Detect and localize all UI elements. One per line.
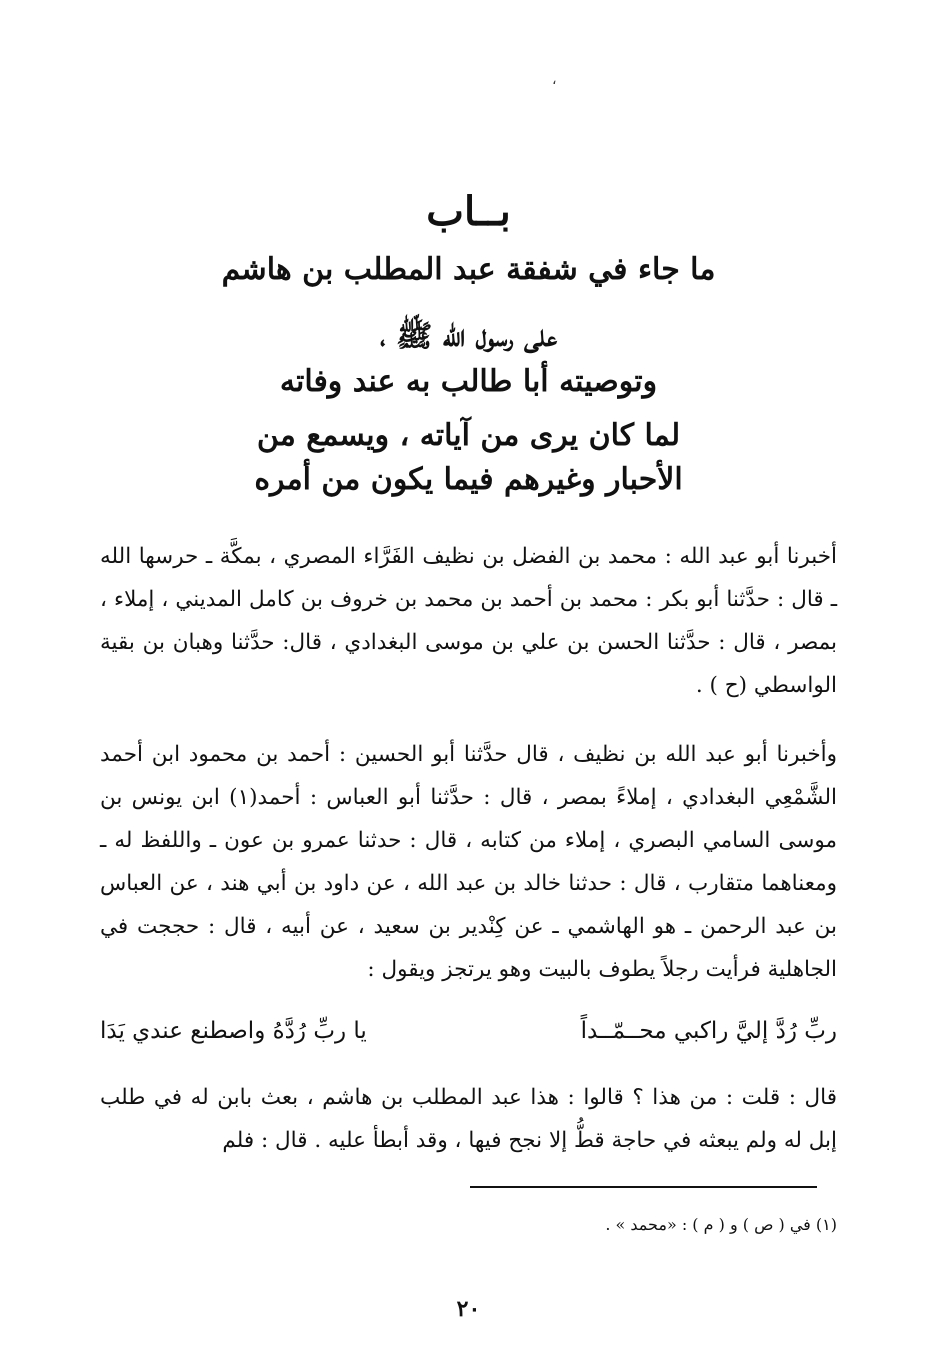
ink-speck: ،	[552, 72, 557, 88]
paragraph-2: وأخبرنا أبو عبد الله بن نظيف ، قال حدَّثنا أبو الحسين : أحمد بن محمود ابن أحمد الشَّمْعِي البغدادي ، إملاءً بمصر ، قال : حدَّثنا أبو العباس : أحمد(١) ابن يونس بن موسى السامي البصري ، إملاء من كتابه ، قال : حدثنا عمرو بن عون ـ واللفظ له ـ ومعناهما متقارب ، قال : حدثنا خالد بن عبد الله ، عن داود بن أبي هند ، عن العباس بن عبد الرحمن ـ هو الهاشمي ـ عن كِنْدير بن سعيد ، عن أبيه ، قال : حججت في الجاهلية فرأيت رجلاً يطوف بالبيت وهو يرتجز ويقول :	[100, 742, 837, 982]
footnote-divider	[470, 1186, 817, 1188]
heading-line-3: وتوصيته أبا طالب به عند وفاته	[279, 364, 658, 399]
heading-line-2: على رسول الله ﷺ ،	[379, 319, 558, 354]
verse-first-hemistich: ربِّ رُدَّ إليَّ راكبي محــمّــداً	[580, 1018, 837, 1044]
paragraph-1: أخبرنا أبو عبد الله : محمد بن الفضل بن نظيف الفَرَّاء المصري ، بمكَّة ـ حرسها الله ـ قال : حدَّثنا أبو بكر : محمد بن أحمد بن محمد بن خروف بن كامل المديني ، إملاء ، بمصر ، قال : حدَّثنا الحسن بن علي بن موسى البغدادي ، قال: حدَّثنا وهبان بن بقية الواسطي (ح ) .	[100, 544, 837, 698]
footnote: (١) في ( ص ) و ( م ) : «محمد » .	[605, 1215, 837, 1234]
verse-second-hemistich: يا ربِّ رُدَّهُ واصطنع عندي يَدَا	[100, 1018, 367, 1044]
heading-line-5: الأحبار وغيرهم فيما يكون من أمره	[254, 462, 683, 497]
heading-line-4: لما كان يرى من آياته ، ويسمع من	[256, 418, 681, 453]
verse	[100, 1018, 837, 1062]
page-number: ٢٠	[456, 1296, 481, 1322]
heading-line-1: ما جاء في شفقة عبد المطلب بن هاشم	[221, 252, 716, 287]
paragraph-3: قال : قلت : من هذا ؟ قالوا : هذا عبد المطلب بن هاشم ، بعث بابن له في طلب إبل له ولم يبعثه في حاجة قطُّ إلا نجح فيها ، وقد أبطأ عليه . قال : فلم	[100, 1085, 837, 1153]
chapter-title: بــاب	[426, 188, 511, 235]
